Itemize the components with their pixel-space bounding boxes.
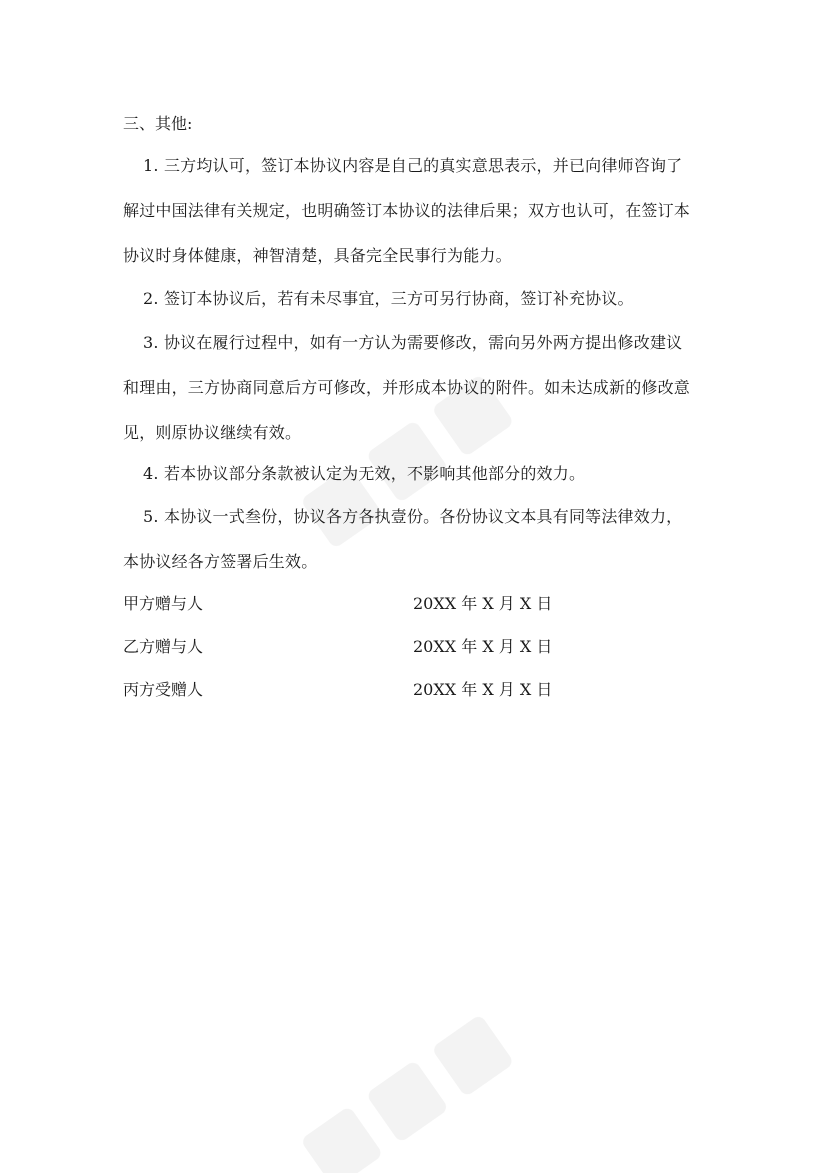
- signature-row-party-c: [123, 678, 623, 702]
- signature-label: 丙方受赠人: [123, 680, 204, 699]
- signature-row-party-a: [123, 592, 623, 616]
- clause-1: [123, 143, 713, 278]
- clause-line: 和理由，三方协商同意后方可修改，并形成本协议的附件。如未达成新的修改意: [123, 378, 691, 397]
- clause-line: 协议时身体健康，神智清楚，具备完全民事行为能力。: [123, 246, 512, 265]
- clause-line: 1. 三方均认可，签订本协议内容是自己的真实意思表示，并已向律师咨询了: [143, 156, 683, 175]
- clause-line: 本协议经各方签署后生效。: [123, 552, 318, 571]
- signature-label: 甲方赠与人: [123, 594, 204, 613]
- clause-5: [123, 494, 713, 584]
- clause-line: 5. 本协议一式叁份，协议各方各执壹份。各份协议文本具有同等法律效力，: [143, 507, 683, 526]
- clause-4: [123, 451, 713, 496]
- clause-line: 3. 协议在履行过程中，如有一方认为需要修改，需向另外两方提出修改建议: [143, 333, 683, 352]
- clause-line: 解过中国法律有关规定，也明确签订本协议的法律后果；双方也认可，在签订本: [123, 201, 691, 220]
- signature-date: 20XX 年 X 月 X 日: [413, 680, 553, 699]
- clause-2: [123, 276, 713, 321]
- signature-date: 20XX 年 X 月 X 日: [413, 594, 553, 613]
- clause-3: [123, 320, 713, 455]
- signature-label: 乙方赠与人: [123, 637, 204, 656]
- clause-line: 4. 若本协议部分条款被认定为无效，不影响其他部分的效力。: [143, 464, 586, 483]
- signature-date: 20XX 年 X 月 X 日: [413, 637, 553, 656]
- signature-row-party-b: [123, 635, 623, 659]
- clause-line: 见，则原协议继续有效。: [123, 423, 302, 442]
- section-heading: 三、其他:: [123, 114, 193, 133]
- clause-line: 2. 签订本协议后，若有未尽事宜，三方可另行协商，签订补充协议。: [143, 289, 634, 308]
